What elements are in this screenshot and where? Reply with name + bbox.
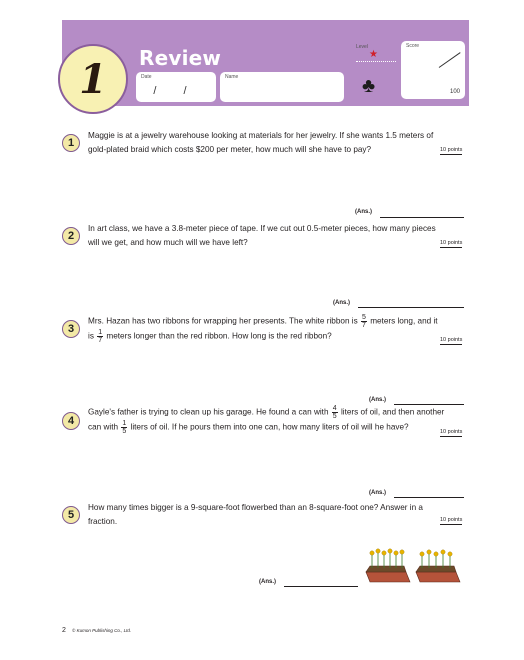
star-icon: ★ [369, 49, 378, 60]
level-label: Level [356, 44, 368, 50]
answer-label-5: (Ans.) [259, 579, 276, 585]
question-number-4: 4 [62, 412, 80, 430]
unit-number: 1 [79, 55, 107, 103]
fraction-4-5 [332, 405, 338, 420]
question-text-4 [88, 405, 466, 435]
level-dots [356, 61, 396, 62]
question-3-text-c: is [88, 331, 94, 341]
question-3-text-d: meters longer than the red ribbon. How long is the red ribbon? [106, 331, 332, 341]
points-3: 10 points [440, 337, 463, 343]
answer-line-1[interactable] [380, 217, 464, 218]
points-4: 10 points [440, 429, 463, 435]
fraction-denominator: 5 [332, 413, 337, 420]
question-number-5: 5 [62, 506, 80, 524]
club-icon: ♣ [362, 75, 376, 97]
question-1-line-1: Maggie is at a jewelry warehouse looking at materials for her jewelry. If she wants 1.5 meters of [88, 131, 434, 140]
answer-label-3: (Ans.) [369, 397, 386, 403]
question-4-text-b: liters of oil, and then another [340, 407, 445, 417]
fraction-1-5 [121, 420, 127, 435]
fraction-numerator: 4 [332, 405, 337, 412]
question-number-3: 3 [62, 320, 80, 338]
name-label: Name [225, 74, 239, 80]
fraction-numerator: 1 [122, 420, 127, 427]
answer-label-2: (Ans.) [333, 300, 350, 306]
question-text-3 [88, 314, 466, 344]
question-3-text-b: meters long, and it [370, 316, 438, 326]
fraction-denominator: 5 [122, 428, 127, 435]
answer-label-1: (Ans.) [355, 209, 372, 215]
question-4-line-2 [88, 420, 466, 435]
points-2: 10 points [440, 240, 463, 246]
question-text-2 [88, 222, 466, 250]
question-4-text-a: Gayle's father is trying to clean up his garage. He found a can with [88, 407, 329, 417]
question-5-line-2: fraction. [88, 517, 118, 526]
score-slash [439, 52, 461, 68]
fraction-denominator: 7 [362, 322, 366, 329]
fraction-denominator: 7 [98, 337, 103, 344]
question-4-text-d: liters of oil. If he pours them into one can, how many liters of oil will he have? [130, 422, 409, 432]
page-title: Review [139, 46, 222, 70]
question-3-line-1 [88, 314, 466, 329]
answer-line-4[interactable] [394, 497, 464, 498]
flowerbeds-illustration [362, 546, 464, 588]
date-field[interactable] [136, 72, 216, 102]
question-2-line-2: will we get, and how much will we have left? [88, 238, 248, 247]
fraction-1-7 [97, 329, 103, 344]
flowerbed-left [366, 549, 410, 582]
points-1: 10 points [440, 147, 463, 153]
question-number-1: 1 [62, 134, 80, 152]
answer-line-2[interactable] [358, 307, 464, 308]
question-number-2: 2 [62, 227, 80, 245]
question-4-line-1 [88, 405, 466, 420]
score-label: Score [406, 43, 420, 49]
score-total: 100 [449, 89, 460, 95]
answer-line-5[interactable] [284, 586, 358, 587]
question-text-5 [88, 501, 466, 529]
name-field[interactable] [220, 72, 344, 102]
question-2-line-1: In art class, we have a 3.8-meter piece of tape. If we cut out 0.5-meter pieces, how many pieces [88, 224, 436, 233]
question-3-text-a: Mrs. Hazan has two ribbons for wrapping her presents. The white ribbon is [88, 316, 358, 326]
fraction-5-7 [361, 314, 367, 329]
fraction-numerator: 1 [98, 329, 103, 336]
question-1-line-2: gold-plated braid which costs $200 per meter, how much will she have to pay? [88, 145, 372, 154]
unit-number-badge [58, 44, 128, 114]
question-text-1 [88, 129, 466, 157]
question-5-line-1: How many times bigger is a 9-square-foot flowerbed than an 8-square-foot one? Answer in a [88, 503, 423, 512]
points-5: 10 points [440, 517, 463, 523]
page-number: 2 [62, 627, 66, 634]
date-label: Date [141, 74, 152, 80]
score-field[interactable] [401, 41, 465, 99]
date-value: / / [153, 85, 199, 97]
flowerbed-right [416, 550, 460, 582]
answer-label-4: (Ans.) [369, 490, 386, 496]
question-3-line-2 [88, 329, 466, 344]
fraction-numerator: 5 [362, 314, 366, 321]
question-4-text-c: can with [88, 422, 119, 432]
copyright-notice: © Kumon Publishing Co., Ltd. [72, 628, 132, 633]
